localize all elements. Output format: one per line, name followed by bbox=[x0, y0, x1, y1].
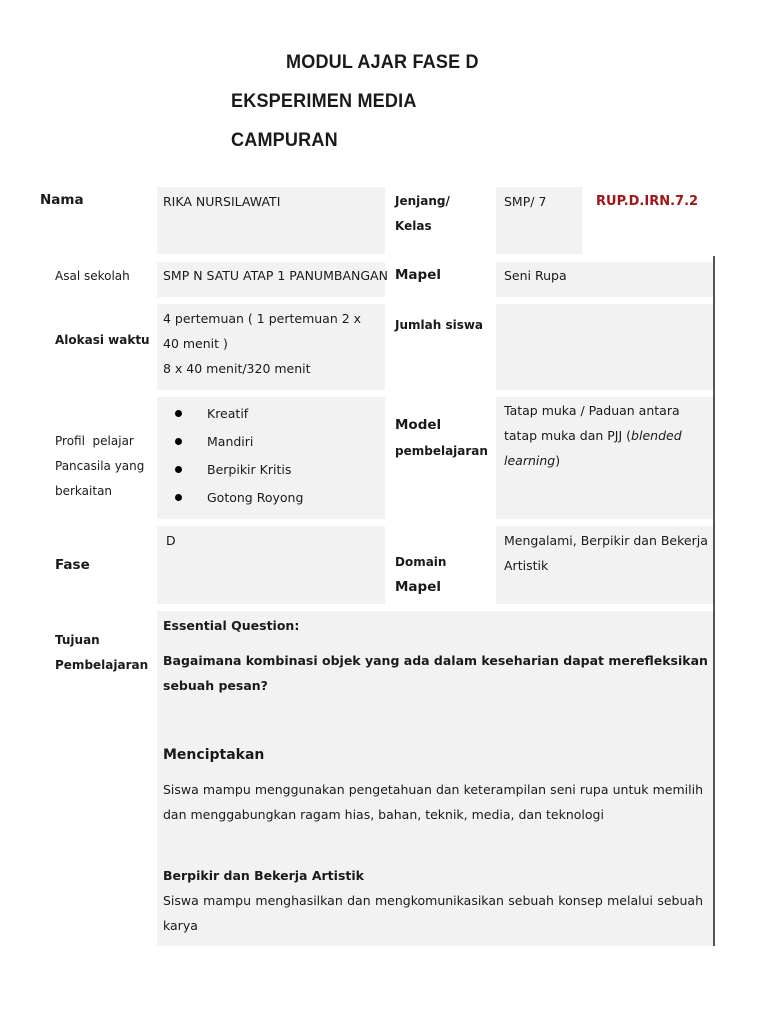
value-alokasi-3: 8 x 40 menit/320 menit bbox=[163, 361, 311, 376]
menciptakan-heading: Menciptakan bbox=[163, 747, 265, 763]
menciptakan-text: Siswa mampu menggunakan pengetahuan dan keterampilan seni rupa untuk memilih dan menggabungkan ragam hias, bahan, teknik, media, dan teknologi bbox=[163, 782, 703, 822]
bullet-icon bbox=[175, 494, 182, 501]
label-profil-2: Pancasila yang bbox=[55, 459, 145, 473]
value-alokasi-1: 4 pertemuan ( 1 pertemuan 2 x bbox=[163, 311, 362, 326]
value-jenjang: SMP/ 7 bbox=[504, 194, 547, 209]
label-mapel: Mapel bbox=[395, 267, 441, 283]
value-fase: D bbox=[166, 533, 176, 548]
profil-item bbox=[175, 460, 291, 480]
value-model-2b: blended bbox=[631, 428, 682, 443]
cell-fase bbox=[157, 526, 385, 604]
profil-item-label: Berpikir Kritis bbox=[207, 462, 292, 477]
label-model-2: pembelajaran bbox=[395, 444, 488, 458]
module-title-line2: EKSPERIMEN MEDIA bbox=[231, 91, 417, 112]
label-tujuan-1: Tujuan bbox=[55, 633, 100, 647]
label-domain-2: Mapel bbox=[395, 579, 441, 595]
value-model-2a: tatap muka dan PJJ ( bbox=[504, 428, 632, 443]
label-jenjang-2: Kelas bbox=[395, 219, 432, 233]
berpikir-text: Siswa mampu menghasilkan dan mengkomunikasikan sebuah konsep melalui sebuah karya bbox=[163, 893, 703, 933]
cell-asal-sekolah bbox=[157, 262, 388, 297]
value-asal-sekolah: SMP N SATU ATAP 1 PANUMBANGAN bbox=[163, 268, 388, 283]
cell-alokasi-waktu bbox=[157, 304, 385, 390]
label-domain-1: Domain bbox=[395, 555, 447, 569]
label-nama: Nama bbox=[40, 192, 84, 208]
value-code: RUP.D.IRN.7.2 bbox=[596, 194, 699, 209]
profil-item bbox=[175, 488, 303, 508]
label-jumlah-siswa: Jumlah siswa bbox=[395, 318, 484, 332]
profil-item-label: Gotong Royong bbox=[207, 490, 304, 505]
cell-nama bbox=[157, 187, 385, 254]
cell-model-pembelajaran bbox=[496, 397, 713, 519]
profil-item-label: Kreatif bbox=[207, 406, 249, 421]
cell-tujuan-pembelajaran bbox=[157, 611, 713, 946]
label-alokasi-waktu: Alokasi waktu bbox=[55, 333, 150, 347]
label-profil-1: Profil pelajar bbox=[55, 434, 134, 448]
profil-item bbox=[175, 432, 253, 452]
cell-jenjang bbox=[496, 187, 582, 254]
value-model-1: Tatap muka / Paduan antara bbox=[504, 403, 680, 418]
value-model-3a: learning bbox=[504, 453, 556, 468]
value-alokasi-2: 40 menit ) bbox=[163, 336, 228, 351]
module-title-line1: MODUL AJAR FASE D bbox=[286, 52, 479, 73]
value-mapel: Seni Rupa bbox=[504, 268, 567, 283]
eq-heading: Essential Question: bbox=[163, 618, 300, 633]
eq-text: Bagaimana kombinasi objek yang ada dalam keseharian dapat merefleksikan sebuah pesan? bbox=[163, 653, 708, 693]
label-asal-sekolah: Asal sekolah bbox=[55, 269, 130, 283]
label-tujuan-2: Pembelajaran bbox=[55, 658, 149, 672]
value-model-3b: ) bbox=[555, 453, 561, 468]
bullet-icon bbox=[175, 438, 182, 445]
bullet-icon bbox=[175, 466, 182, 473]
profil-item-label: Mandiri bbox=[207, 434, 254, 449]
profil-item bbox=[175, 404, 248, 424]
module-title-line3: CAMPURAN bbox=[231, 130, 338, 151]
value-domain-1: Mengalami, Berpikir dan Bekerja bbox=[504, 533, 708, 548]
right-border-line bbox=[713, 256, 715, 946]
label-profil-3: berkaitan bbox=[55, 484, 113, 498]
value-model-2 bbox=[504, 423, 682, 448]
cell-mapel bbox=[496, 262, 713, 297]
cell-jumlah-siswa bbox=[496, 304, 713, 390]
cell-domain-mapel bbox=[496, 526, 713, 604]
berpikir-heading: Berpikir dan Bekerja Artistik bbox=[163, 868, 364, 883]
value-model-3 bbox=[504, 448, 560, 473]
label-model-1: Model bbox=[395, 417, 442, 433]
value-domain-2: Artistik bbox=[504, 558, 549, 573]
label-fase: Fase bbox=[55, 557, 90, 573]
value-nama: RIKA NURSILAWATI bbox=[163, 194, 281, 209]
label-jenjang-1: Jenjang/ bbox=[395, 194, 450, 208]
bullet-icon bbox=[175, 410, 182, 417]
